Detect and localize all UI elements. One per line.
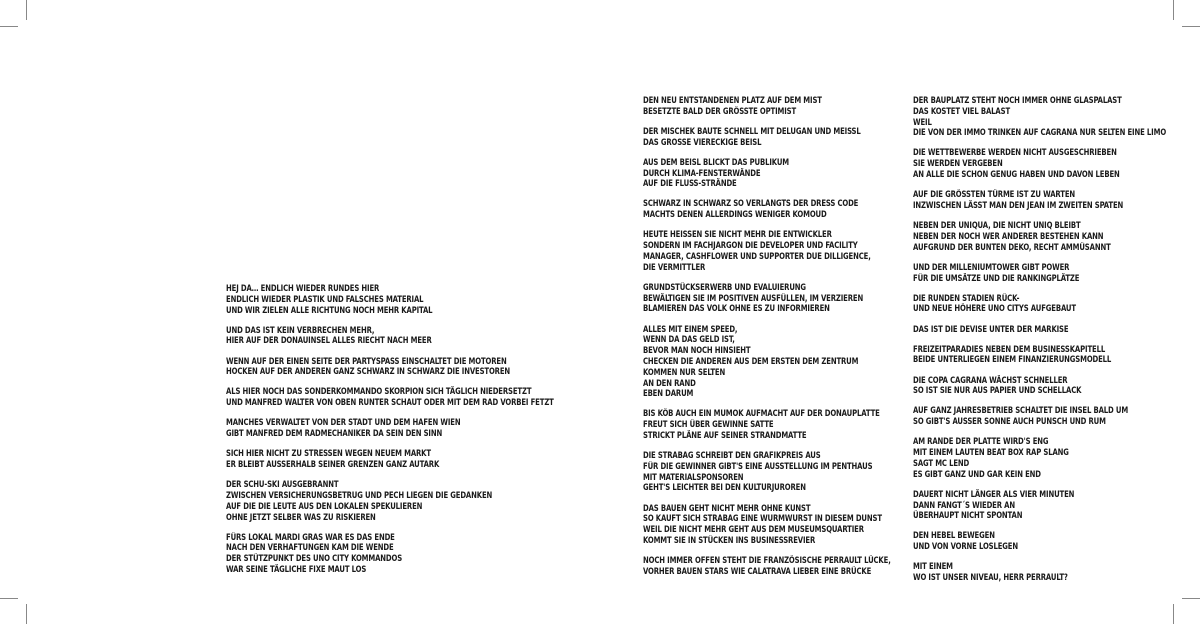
lyrics-column-left: [226, 284, 554, 585]
lyric-line: BEVOR MAN NOCH HINSIEHT: [643, 346, 751, 357]
crop-mark: [0, 26, 18, 27]
lyric-line: UND DER MILLENIUMTOWER GIBT POWER: [913, 262, 1070, 273]
lyric-line: AN ALLE DIE SCHON GENUG HABEN UND DAVON LEBEN: [913, 170, 1120, 181]
lyric-line: SCHWARZ IN SCHWARZ SO VERLANGTS DER DRESS CODE: [643, 199, 859, 210]
lyric-line: OHNE JETZT SELBER WAS ZU RISKIEREN: [226, 512, 376, 523]
lyric-line: FREUT SICH ÜBER GEWINNE SATTE: [643, 420, 774, 431]
lyric-line: DIE RUNDEN STADIEN RÜCK-: [913, 293, 1020, 304]
stanza: [913, 490, 1178, 522]
lyric-line: BEWÄLTIGEN SIE IM POSITIVEN AUSFÜLLEN, IM VERZIEREN: [643, 293, 864, 304]
stanza: [913, 190, 1178, 212]
lyric-line: DURCH KLIMA-FENSTERWÄNDE: [643, 168, 761, 179]
lyric-line: CHECKEN DIE ANDEREN AUS DEM ERSTEN DEM ZENTRUM: [643, 356, 859, 367]
lyric-line: DAS BAUEN GEHT NICHT MEHR OHNE KUNST: [643, 503, 811, 514]
lyric-line: UND MANFRED WALTER VON OBEN RUNTER SCHAUT ODER MIT DEM RAD VORBEI FETZT: [226, 398, 554, 409]
stanza: [913, 531, 1178, 553]
lyric-line: KOMMT SIE IN STÜCKEN INS BUSINESSREVIER: [643, 535, 816, 546]
lyric-line: WO IST UNSER NIVEAU, HERR PERRAULT?: [913, 573, 1068, 584]
lyrics-column-right: [913, 96, 1178, 593]
lyric-line: DER BAUPLATZ STEHT NOCH IMMER OHNE GLASPALAST: [913, 96, 1122, 106]
stanza: [643, 451, 933, 494]
stanza: [643, 96, 933, 118]
lyric-line: DER SCHU-SKI AUSGEBRANNT: [226, 480, 339, 491]
lyric-line: UND DAS IST KEIN VERBRECHEN MEHR,: [226, 325, 375, 336]
lyric-line: AN DEN RAND: [643, 378, 696, 389]
stanza: [643, 199, 933, 221]
lyric-line: AUF DIE GRÖSSTEN TÜRME IST ZU WARTEN: [913, 190, 1076, 201]
lyric-line: SO GIBT'S AUSSER SONNE AUCH PUNSCH UND RUM: [913, 417, 1106, 428]
lyric-line: ALLES MIT EINEM SPEED,: [643, 324, 738, 335]
lyric-line: DAS GROSSE VIERECKIGE BEISL: [643, 137, 762, 148]
stanza: [643, 158, 933, 190]
lyric-line: NACH DEN VERHAFTUNGEN KAM DIE WENDE: [226, 543, 394, 554]
stanza: [226, 480, 516, 523]
lyric-line: DER MISCHEK BAUTE SCHNELL MIT DELUGAN UND MEISSL: [643, 126, 861, 137]
lyric-line: WEIL: [913, 117, 932, 128]
lyric-line: EBEN DARUM: [643, 389, 694, 400]
stanza: [226, 387, 554, 409]
stanza: [226, 326, 516, 348]
lyric-line: DIE VERMITTLER: [643, 262, 706, 273]
lyric-line: DAS IST DIE DEVISE UNTER DER MARKISE: [913, 324, 1069, 335]
stanza: [643, 230, 933, 273]
lyric-line: DIE COPA CAGRANA WÄCHST SCHNELLER: [913, 375, 1068, 386]
lyric-line: DEN HEBEL BEWEGEN: [913, 531, 995, 542]
crop-mark: [1173, 604, 1174, 624]
lyric-line: AUF DIE FLUSS-STRÄNDE: [643, 179, 737, 190]
stanza: [643, 127, 933, 149]
lyric-line: FÜRS LOKAL MARDI GRAS WAR ES DAS ENDE: [226, 532, 395, 543]
lyric-line: INZWISCHEN LÄSST MAN DEN JEAN IM ZWEITEN SPATEN: [913, 200, 1124, 211]
lyric-line: STRICKT PLÄNE AUF SEINER STRANDMATTE: [643, 431, 807, 441]
stanza: [913, 221, 1178, 253]
stanza: [913, 345, 1178, 367]
lyric-line: NOCH IMMER OFFEN STEHT DIE FRANZÖSISCHE PERRAULT LÜCKE,: [643, 556, 891, 567]
lyric-line: WENN DA DAS GELD IST,: [643, 335, 735, 346]
lyric-line: MANAGER, CASHFLOWER UND SUPPORTER DUE DILLIGENCE,: [643, 251, 871, 262]
lyric-line: WAR SEINE TÄGLICHE FIXE MAUT LOS: [226, 565, 367, 576]
lyric-line: AUS DEM BEISL BLICKT DAS PUBLIKUM: [643, 157, 789, 168]
lyric-line: UND VON VORNE LOSLEGEN: [913, 542, 1019, 553]
crop-mark: [1182, 598, 1200, 599]
stanza: [643, 325, 933, 401]
lyric-line: AUF GANZ JAHRESBETRIEB SCHALTET DIE INSEL BALD UM: [913, 406, 1129, 417]
lyric-line: HIER AUF DER DONAUINSEL ALLES RIECHT NACH MEER: [226, 336, 432, 347]
stanza: [913, 406, 1178, 428]
lyric-line: WENN AUF DER EINEN SEITE DER PARTYSPASS EINSCHALTET DIE MOTOREN: [226, 356, 507, 367]
lyric-line: HOCKEN AUF DER ANDEREN GANZ SCHWARZ IN SCHWARZ DIE INVESTOREN: [226, 367, 511, 378]
lyric-line: ER BLEIBT AUSSERHALB SEINER GRENZEN GANZ AUTARK: [226, 460, 440, 471]
stanza: [226, 533, 516, 576]
stanza: [913, 263, 1178, 285]
lyric-line: KOMMEN NUR SELTEN: [643, 367, 726, 378]
lyric-line: DIE WETTBEWERBE WERDEN NICHT AUSGESCHRIEBEN: [913, 148, 1117, 159]
lyric-line: DAS KOSTET VIEL BALAST: [913, 106, 1011, 117]
lyric-line: GRUNDSTÜCKSERWERB UND EVALUIERUNG: [643, 282, 806, 293]
lyric-line: FREIZEITPARADIES NEBEN DEM BUSINESSKAPITELL: [913, 344, 1106, 355]
lyric-line: AM RANDE DER PLATTE WIRD'S ENG: [913, 437, 1049, 448]
lyric-line: BEIDE UNTERLIEGEN EINEM FINANZIERUNGSMODELL: [913, 355, 1112, 366]
stanza: [226, 357, 516, 379]
lyric-line: DIE STRABAG SCHREIBT DEN GRAFIKPREIS AUS: [643, 451, 821, 462]
lyric-line: SONDERN IM FACHJARGON DIE DEVELOPER UND FACILITY: [643, 241, 858, 252]
stanza: [643, 409, 933, 441]
lyrics-column-middle: [643, 96, 933, 587]
stanza: [913, 148, 1178, 180]
stanza: [226, 418, 516, 440]
lyric-line: DANN FANGT´S WIEDER AN: [913, 500, 1015, 511]
crop-mark: [26, 604, 27, 624]
lyric-line: ES GIBT GANZ UND GAR KEIN END: [913, 469, 1041, 480]
lyric-line: DEN NEU ENTSTANDENEN PLATZ AUF DEM MIST: [643, 96, 822, 106]
lyric-line: BESETZTE BALD DER GRÖSSTE OPTIMIST: [643, 106, 797, 117]
lyric-line: WEIL DIE NICHT MEHR GEHT AUS DEM MUSEUMSQUARTIER: [643, 525, 864, 536]
stanza: [913, 376, 1178, 398]
lyric-line: SICH HIER NICHT ZU STRESSEN WEGEN NEUEM MARKT: [226, 449, 431, 460]
lyric-line: UND WIR ZIELEN ALLE RICHTUNG NOCH MEHR KAPITAL: [226, 305, 433, 316]
stanza: [913, 96, 1178, 139]
lyric-line: SO KAUFT SICH STRABAG EINE WURMWURST IN DIESEM DUNST: [643, 514, 882, 525]
lyric-line: DAUERT NICHT LÄNGER ALS VIER MINUTEN: [913, 489, 1075, 500]
stanza: [913, 294, 1178, 316]
lyric-line: AUFGRUND DER BUNTEN DEKO, RECHT AMMÜSANNT: [913, 242, 1111, 253]
lyric-line: MACHTS DENEN ALLERDINGS WENIGER KOMOUD: [643, 210, 827, 221]
lyric-line: HEJ DA… ENDLICH WIEDER RUNDES HIER: [226, 284, 380, 294]
stanza: [226, 449, 516, 471]
lyric-line: MANCHES VERWALTET VON DER STADT UND DEM HAFEN WIEN: [226, 418, 461, 429]
lyric-line: SO IST SIE NUR AUS PAPIER UND SCHELLACK: [913, 386, 1082, 397]
stanza: [226, 284, 516, 316]
stanza: [913, 437, 1178, 480]
lyric-line: MIT EINEM LAUTEN BEAT BOX RAP SLANG: [913, 448, 1069, 459]
stanza: [913, 325, 1178, 336]
lyric-line: HEUTE HEISSEN SIE NICHT MEHR DIE ENTWICKLER: [643, 230, 832, 241]
lyric-line: GIBT MANFRED DEM RADMECHANIKER DA SEIN DEN SINN: [226, 429, 443, 440]
stanza: [643, 283, 933, 315]
lyric-line: SIE WERDEN VERGEBEN: [913, 159, 1003, 170]
lyric-line: FÜR DIE UMSÄTZE UND DIE RANKINGPLÄTZE: [913, 273, 1080, 284]
lyric-line: DIE VON DER IMMO TRINKEN AUF CAGRANA NUR SELTEN EINE LIMO: [913, 128, 1167, 139]
lyric-line: NEBEN DER UNIQUA, DIE NICHT UNIQ BLEIBT: [913, 221, 1081, 232]
lyric-line: GEHT'S LEICHTER BEI DEN KULTURJUROREN: [643, 483, 806, 494]
crop-mark: [1173, 0, 1174, 20]
lyric-line: ZWISCHEN VERSICHERUNGSBETRUG UND PECH LIEGEN DIE GEDANKEN: [226, 490, 493, 501]
lyric-line: SAGT MC LEND: [913, 458, 970, 469]
lyric-line: MIT MATERIALSPONSOREN: [643, 472, 744, 483]
lyric-line: BLAMIEREN DAS VOLK OHNE ES ZU INFORMIEREN: [643, 304, 830, 315]
crop-mark: [26, 0, 27, 20]
lyric-line: AUF DIE DIE LEUTE AUS DEN LOKALEN SPEKULIEREN: [226, 501, 423, 512]
lyric-line: NEBEN DER NOCH WER ANDERER BESTEHEN KANN: [913, 231, 1104, 242]
lyric-line: ÜBERHAUPT NICHT SPONTAN: [913, 511, 1023, 522]
lyric-line: BIS KÖB AUCH EIN MUMOK AUFMACHT AUF DER DONAUPLATTE: [643, 409, 880, 420]
lyric-line: MIT EINEM: [913, 562, 953, 573]
stanza: [913, 562, 1178, 584]
crop-mark: [0, 598, 18, 599]
lyric-line: ENDLICH WIEDER PLASTIK UND FALSCHES MATERIAL: [226, 294, 424, 305]
stanza: [643, 504, 933, 547]
lyric-line: DER STÜTZPUNKT DES UNO CITY KOMMANDOS: [226, 554, 403, 565]
crop-mark: [1182, 26, 1200, 27]
lyric-line: UND NEUE HÖHERE UNO CITYS AUFGEBAUT: [913, 304, 1076, 315]
lyric-line: FÜR DIE GEWINNER GIBT'S EINE AUSSTELLUNG IM PENTHAUS: [643, 461, 873, 472]
stanza: [643, 556, 933, 578]
lyric-line: ALS HIER NOCH DAS SONDERKOMMANDO SKORPION SICH TÄGLICH NIEDERSETZT: [226, 387, 532, 398]
lyric-line: VORHER BAUEN STARS WIE CALATRAVA LIEBER EINE BRÜCKE: [643, 566, 872, 577]
